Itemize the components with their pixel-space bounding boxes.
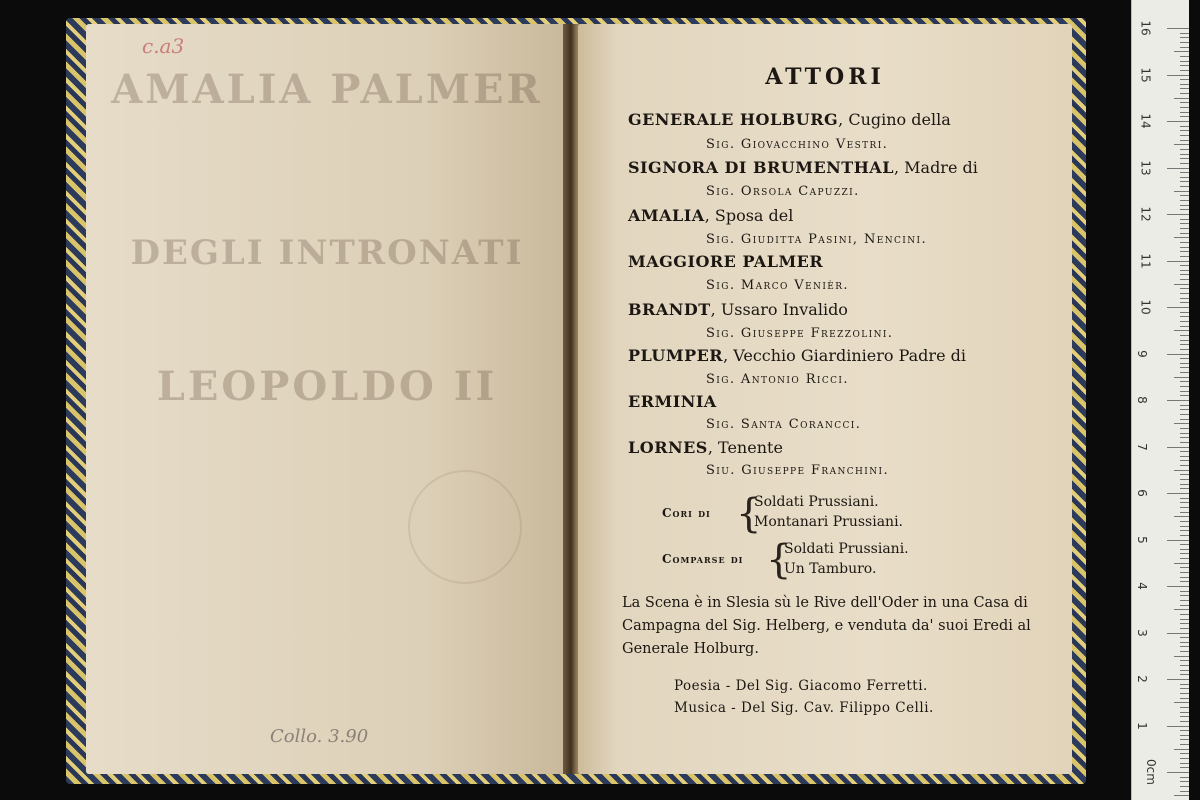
ruler-tick: [1180, 707, 1189, 708]
ruler-tick: [1174, 330, 1189, 331]
cast-role-5: [628, 300, 848, 319]
ruler-tick: [1180, 395, 1189, 396]
pen-mark: c.a3: [142, 34, 185, 58]
ruler-tick: [1180, 479, 1189, 480]
ruler-tick: [1180, 512, 1189, 513]
ruler-tick: [1180, 200, 1189, 201]
ruler-tick: [1180, 316, 1189, 317]
role-name: SIGNORA DI BRUMENTHAL: [628, 158, 894, 177]
ruler-tick: [1180, 628, 1189, 629]
ruler-number: 6: [1134, 489, 1149, 497]
ruler-number: 13: [1138, 159, 1153, 176]
ruler-tick: [1180, 442, 1189, 443]
ruler-tick: [1180, 591, 1189, 592]
ruler-tick: [1180, 56, 1189, 57]
role-desc: , Madre di: [893, 158, 978, 177]
role-desc: , Vecchio Giardiniero Padre di: [723, 346, 966, 365]
role-name: PLUMPER: [628, 346, 724, 365]
ruler-tick: [1180, 33, 1189, 34]
ruler-tick: [1180, 474, 1189, 475]
ruler-tick: [1180, 419, 1189, 420]
ruler-tick: [1180, 665, 1189, 666]
page-title: ATTORI: [765, 64, 885, 90]
ruler-tick: [1180, 340, 1189, 341]
ruler-tick: [1167, 75, 1189, 76]
ruler-tick: [1180, 140, 1189, 141]
cast-actor-5: Sig. Giuseppe Frezzolini.: [706, 326, 894, 341]
ruler-number: 9: [1134, 349, 1149, 358]
ruler-tick: [1180, 358, 1189, 359]
ruler-tick: [1180, 623, 1189, 624]
ruler-number: 1: [1134, 721, 1149, 730]
ruler-number: 0cm: [1143, 759, 1158, 785]
ruler-tick: [1180, 102, 1189, 103]
ruler-tick: [1180, 126, 1189, 127]
ruler-tick: [1180, 181, 1189, 182]
ruler-number: 12: [1138, 206, 1153, 222]
ruler-tick: [1180, 158, 1189, 159]
ruler-tick: [1180, 344, 1189, 345]
ruler-tick: [1180, 544, 1189, 545]
ruler-tick: [1180, 521, 1189, 522]
ruler-tick: [1180, 484, 1189, 485]
cast-actor-4: Sig. Marco Venièr.: [706, 278, 849, 293]
ruler-tick: [1167, 447, 1189, 448]
cast-actor-8: Siu. Giuseppe Franchini.: [706, 463, 890, 478]
cast-role-6: [628, 346, 966, 365]
ruler-tick: [1167, 307, 1189, 308]
ruler-tick: [1180, 619, 1189, 620]
cast-actor-3: Sig. Giuditta Pasini, Nencini.: [706, 232, 928, 247]
ruler-tick: [1180, 274, 1189, 275]
ruler-tick: [1180, 288, 1189, 289]
role-name: AMALIA: [628, 206, 705, 225]
cori-item-2: Montanari Prussiani.: [754, 514, 904, 530]
ruler-tick: [1180, 149, 1189, 150]
ruler-number: 3: [1134, 628, 1149, 637]
ruler-tick: [1174, 51, 1189, 52]
ruler-tick: [1180, 660, 1189, 661]
ruler-tick: [1180, 670, 1189, 671]
cast-role-2: [628, 158, 978, 177]
ruler-tick: [1180, 195, 1189, 196]
ruler-tick: [1174, 702, 1189, 703]
ruler-tick: [1180, 535, 1189, 536]
ruler-tick: [1180, 209, 1189, 210]
ruler-tick: [1174, 377, 1189, 378]
ruler-tick: [1180, 386, 1189, 387]
cast-role-8: [628, 438, 783, 457]
ruler-tick: [1180, 753, 1189, 754]
ruler-tick: [1180, 321, 1189, 322]
ruler-tick: [1180, 739, 1189, 740]
ruler-tick: [1180, 172, 1189, 173]
ruler-tick: [1180, 786, 1189, 787]
role-desc: , Ussaro Invalido: [710, 300, 848, 319]
ruler-number: 10: [1138, 299, 1153, 315]
ruler-tick: [1180, 451, 1189, 452]
cast-list-page: [578, 24, 1072, 774]
ruler-tick: [1180, 312, 1189, 313]
ruler-tick: [1180, 223, 1189, 224]
ruler-tick: [1180, 581, 1189, 582]
ruler-tick: [1174, 656, 1189, 657]
ruler-tick: [1180, 730, 1189, 731]
ruler-tick: [1174, 749, 1189, 750]
ruler-tick: [1180, 558, 1189, 559]
ruler-tick: [1167, 354, 1189, 355]
ruler-tick: [1167, 679, 1189, 680]
ruler-tick: [1180, 744, 1189, 745]
ruler-tick: [1180, 465, 1189, 466]
left-page-bleedthrough: [86, 60, 568, 410]
ruler-tick: [1180, 93, 1189, 94]
ruler-tick: [1180, 646, 1189, 647]
ruler-tick: [1180, 367, 1189, 368]
ruler-tick: [1180, 642, 1189, 643]
comparse-item-1: Soldati Prussiani.: [784, 541, 909, 557]
ruler-tick: [1180, 688, 1189, 689]
ruler-tick: [1180, 428, 1189, 429]
ruler-tick: [1167, 28, 1189, 29]
ruler-tick: [1180, 595, 1189, 596]
comparse-brace: {: [766, 537, 792, 583]
ruler-tick: [1180, 135, 1189, 136]
ruler-tick: [1180, 651, 1189, 652]
scale-ruler: [1131, 0, 1189, 800]
ruler-tick: [1180, 228, 1189, 229]
ruler-tick: [1180, 414, 1189, 415]
ruler-tick: [1174, 795, 1189, 796]
cast-actor-7: Sig. Santa Corancci.: [706, 417, 862, 432]
ruler-tick: [1180, 530, 1189, 531]
ruler-tick: [1180, 549, 1189, 550]
ruler-number: 4: [1134, 582, 1149, 590]
ruler-tick: [1180, 735, 1189, 736]
cast-role-4: [628, 252, 823, 271]
ruler-tick: [1180, 391, 1189, 392]
ruler-tick: [1174, 284, 1189, 285]
ruler-tick: [1180, 163, 1189, 164]
ruler-tick: [1180, 265, 1189, 266]
ruler-tick: [1167, 168, 1189, 169]
ghost-text-1: AMALIA PALMER: [111, 66, 543, 113]
ruler-number: 11: [1138, 252, 1153, 269]
ruler-tick: [1180, 553, 1189, 554]
ruler-tick: [1167, 726, 1189, 727]
ruler-tick: [1180, 256, 1189, 257]
ruler-tick: [1174, 423, 1189, 424]
ruler-tick: [1167, 214, 1189, 215]
ruler-tick: [1180, 65, 1189, 66]
ruler-tick: [1167, 540, 1189, 541]
ruler-tick: [1180, 79, 1189, 80]
ruler-tick: [1180, 567, 1189, 568]
cast-actor-1: Sig. Giovacchino Vestri.: [706, 137, 889, 152]
ruler-tick: [1167, 493, 1189, 494]
musica-credit: Musica - Del Sig. Cav. Filippo Celli.: [674, 700, 934, 716]
ruler-tick: [1180, 405, 1189, 406]
ruler-tick: [1180, 326, 1189, 327]
ruler-tick: [1180, 502, 1189, 503]
ruler-tick: [1180, 791, 1189, 792]
ruler-tick: [1180, 349, 1189, 350]
cast-role-1: [628, 110, 951, 129]
ruler-tick: [1180, 205, 1189, 206]
library-stamp: [408, 470, 522, 584]
ruler-tick: [1174, 191, 1189, 192]
ruler-tick: [1180, 372, 1189, 373]
cori-brace: {: [736, 491, 762, 537]
ruler-tick: [1174, 516, 1189, 517]
ruler-tick: [1180, 488, 1189, 489]
ruler-tick: [1180, 758, 1189, 759]
scene-description: La Scena è in Slesia sù le Rive dell'Oder in una Casa di Campagna del Sig. Helberg, e venduta da' suoi Eredi al Generale Holburg.: [622, 595, 1031, 657]
ruler-tick: [1180, 600, 1189, 601]
ruler-tick: [1180, 130, 1189, 131]
role-name: ERMINIA: [628, 392, 717, 411]
ruler-tick: [1180, 107, 1189, 108]
ruler-number: 8: [1134, 396, 1149, 404]
cast-role-3: [628, 206, 793, 225]
ruler-tick: [1180, 614, 1189, 615]
ruler-tick: [1167, 772, 1189, 773]
ruler-tick: [1180, 112, 1189, 113]
ruler-number: 7: [1134, 442, 1149, 451]
ghost-text-2: DEGLI INTRONATI: [130, 233, 524, 273]
cast-actor-6: Sig. Antonio Ricci.: [706, 372, 849, 387]
ruler-number: 2: [1134, 675, 1149, 683]
pen-note: Collo. 3.90: [270, 726, 369, 747]
ruler-tick: [1180, 270, 1189, 271]
role-desc: , Tenente: [707, 438, 783, 457]
ruler-tick: [1180, 767, 1189, 768]
ruler-tick: [1180, 572, 1189, 573]
ruler-tick: [1180, 637, 1189, 638]
ruler-tick: [1180, 116, 1189, 117]
ruler-tick: [1180, 712, 1189, 713]
ruler-tick: [1174, 563, 1189, 564]
ruler-tick: [1180, 251, 1189, 252]
role-name: BRANDT: [628, 300, 711, 319]
ruler-tick: [1180, 61, 1189, 62]
ruler-tick: [1180, 84, 1189, 85]
ruler-tick: [1180, 219, 1189, 220]
ruler-tick: [1180, 363, 1189, 364]
ruler-tick: [1174, 144, 1189, 145]
ruler-tick: [1180, 293, 1189, 294]
role-name: MAGGIORE PALMER: [628, 252, 824, 271]
ruler-tick: [1180, 335, 1189, 336]
ruler-tick: [1167, 400, 1189, 401]
ruler-tick: [1167, 586, 1189, 587]
ruler-tick: [1180, 381, 1189, 382]
ruler-tick: [1180, 698, 1189, 699]
ruler-tick: [1180, 154, 1189, 155]
comparse-label: Comparse di: [662, 552, 744, 566]
comparse-item-2: Un Tamburo.: [784, 561, 877, 577]
ruler-tick: [1180, 302, 1189, 303]
role-name: LORNES: [628, 438, 708, 457]
ruler-tick: [1180, 777, 1189, 778]
cast-role-7: [628, 392, 717, 411]
ruler-tick: [1180, 298, 1189, 299]
ruler-tick: [1180, 279, 1189, 280]
ruler-tick: [1180, 233, 1189, 234]
ruler-tick: [1180, 605, 1189, 606]
ruler-tick: [1180, 721, 1189, 722]
ruler-tick: [1180, 37, 1189, 38]
ruler-tick: [1180, 437, 1189, 438]
cori-item-1: Soldati Prussiani.: [754, 494, 879, 510]
ruler-tick: [1180, 433, 1189, 434]
cori-label: Cori di: [662, 506, 711, 520]
ruler-tick: [1174, 609, 1189, 610]
ruler-number: 14: [1138, 113, 1153, 129]
ruler-tick: [1180, 507, 1189, 508]
role-desc: , Cugino della: [838, 110, 951, 129]
cast-actor-2: Sig. Orsola Capuzzi.: [706, 184, 860, 199]
ruler-tick: [1180, 456, 1189, 457]
ruler-tick: [1180, 88, 1189, 89]
ruler-tick: [1180, 42, 1189, 43]
ruler-tick: [1174, 98, 1189, 99]
ruler-tick: [1174, 237, 1189, 238]
ruler-tick: [1180, 684, 1189, 685]
ruler-tick: [1180, 674, 1189, 675]
ruler-tick: [1180, 716, 1189, 717]
poesia-credit: Poesia - Del Sig. Giacomo Ferretti.: [674, 678, 928, 694]
ruler-number: 15: [1138, 66, 1153, 83]
ruler-tick: [1180, 781, 1189, 782]
ghost-text-3: LEOPOLDO II: [156, 363, 498, 410]
ruler-tick: [1180, 47, 1189, 48]
ruler-tick: [1180, 763, 1189, 764]
ruler-tick: [1167, 633, 1189, 634]
ruler-tick: [1180, 693, 1189, 694]
ruler-tick: [1174, 470, 1189, 471]
ruler-tick: [1180, 247, 1189, 248]
ruler-number: 5: [1134, 535, 1149, 544]
ruler-tick: [1180, 177, 1189, 178]
ruler-tick: [1180, 577, 1189, 578]
ruler-tick: [1180, 526, 1189, 527]
ruler-tick: [1167, 121, 1189, 122]
ruler-tick: [1180, 409, 1189, 410]
role-name: GENERALE HOLBURG: [628, 110, 839, 129]
ruler-tick: [1180, 186, 1189, 187]
ruler-tick: [1180, 498, 1189, 499]
ruler-tick: [1167, 261, 1189, 262]
ruler-tick: [1180, 460, 1189, 461]
ruler-tick: [1180, 242, 1189, 243]
ruler-number: 16: [1138, 20, 1153, 36]
ruler-tick: [1180, 70, 1189, 71]
role-desc: , Sposa del: [704, 206, 794, 225]
